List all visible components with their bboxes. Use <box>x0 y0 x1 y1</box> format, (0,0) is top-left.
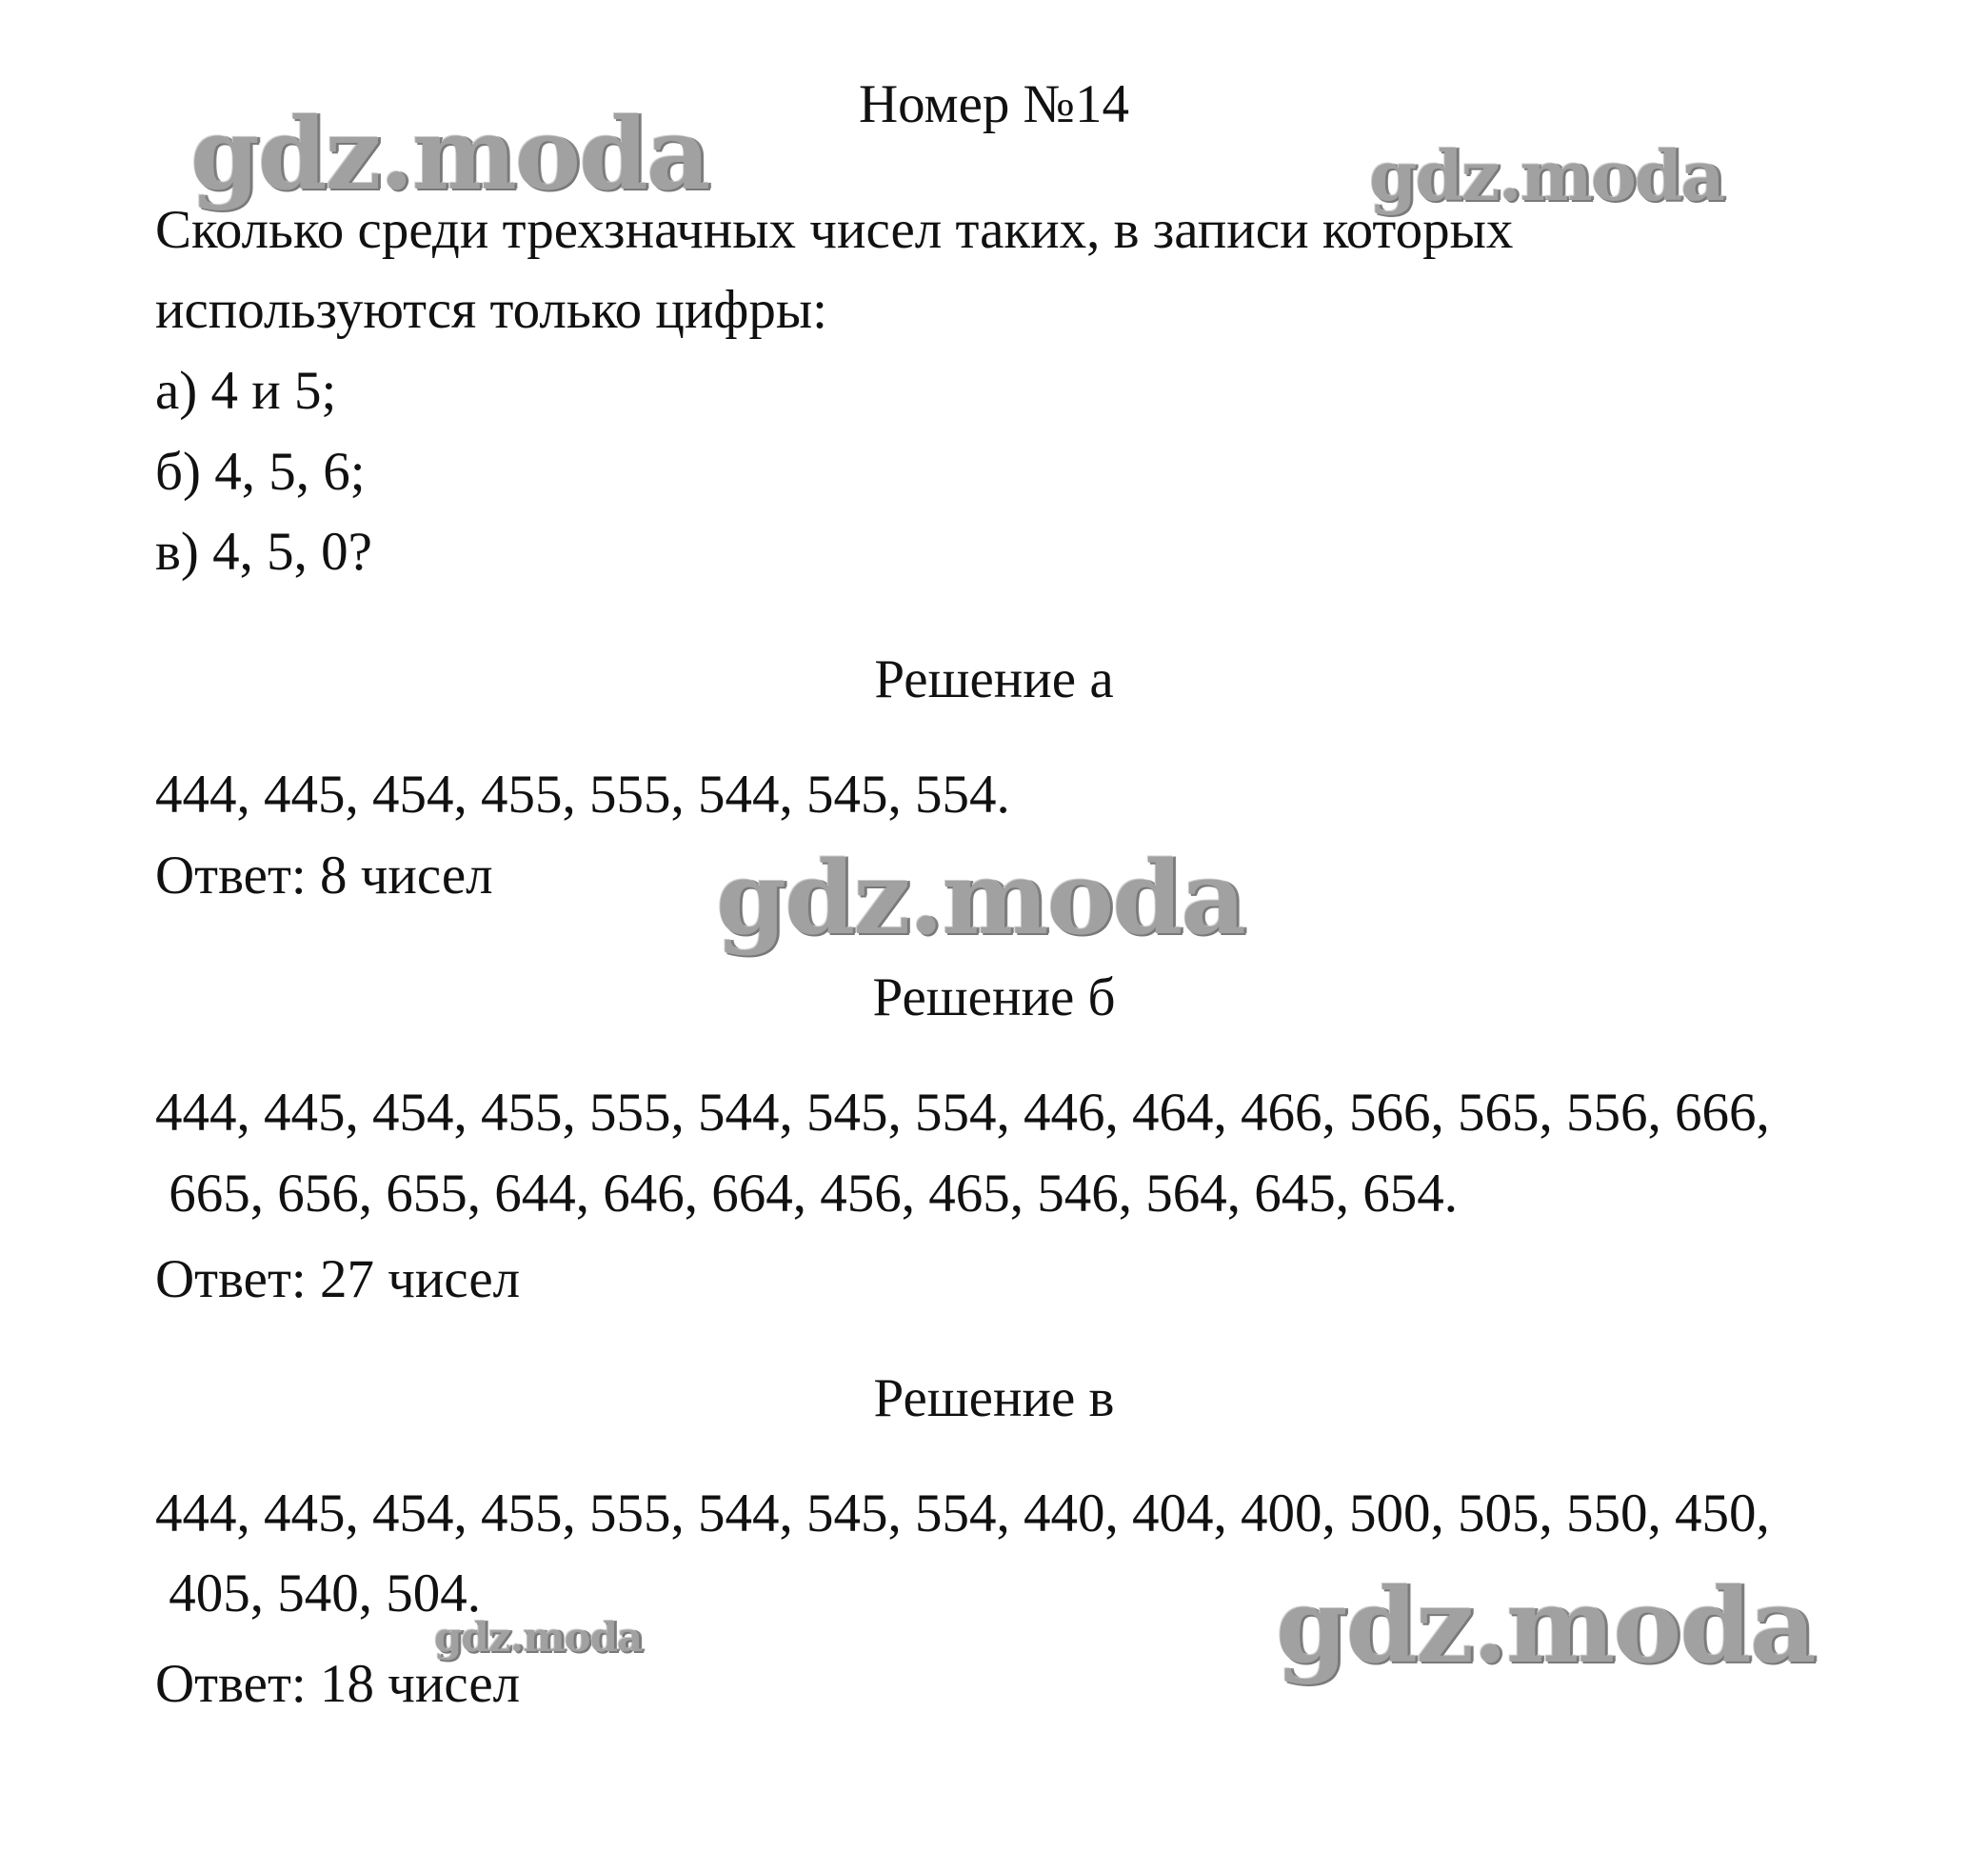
problem-text-line: используются только цифры: <box>155 280 827 340</box>
solution-c-numbers: 405, 540, 504. <box>155 1563 481 1623</box>
solution-a-answer: Ответ: 8 чисел <box>155 846 493 906</box>
solution-b-numbers: 665, 656, 655, 644, 646, 664, 456, 465, 546, 564, 645, 654. <box>155 1164 1458 1224</box>
solution-heading-c: Решение в <box>873 1368 1115 1428</box>
page-title: Номер №14 <box>858 74 1130 134</box>
solution-b-numbers: 444, 445, 454, 455, 555, 544, 545, 554, 446, 464, 466, 566, 565, 556, 666, <box>155 1083 1770 1143</box>
solution-heading-b: Решение б <box>872 967 1116 1027</box>
problem-part-a: а) 4 и 5; <box>155 361 337 421</box>
watermark: gdz.moda <box>1369 135 1723 216</box>
watermark: gdz.moda <box>1276 1566 1815 1686</box>
watermark: gdz.moda <box>434 1614 643 1661</box>
solution-a-numbers: 444, 445, 454, 455, 555, 544, 545, 554. <box>155 765 1010 825</box>
solution-c-numbers: 444, 445, 454, 455, 555, 544, 545, 554, 440, 404, 400, 500, 505, 550, 450, <box>155 1484 1770 1543</box>
solution-b-answer: Ответ: 27 чисел <box>155 1249 521 1309</box>
solution-c-answer: Ответ: 18 чисел <box>155 1654 521 1714</box>
problem-part-b: б) 4, 5, 6; <box>155 442 366 502</box>
watermark: gdz.moda <box>190 95 709 212</box>
problem-text-line: Сколько среди трехзначных чисел таких, в записи которых <box>155 200 1514 260</box>
watermark: gdz.moda <box>716 838 1244 957</box>
problem-part-c: в) 4, 5, 0? <box>155 522 372 582</box>
solution-heading-a: Решение а <box>874 649 1114 709</box>
